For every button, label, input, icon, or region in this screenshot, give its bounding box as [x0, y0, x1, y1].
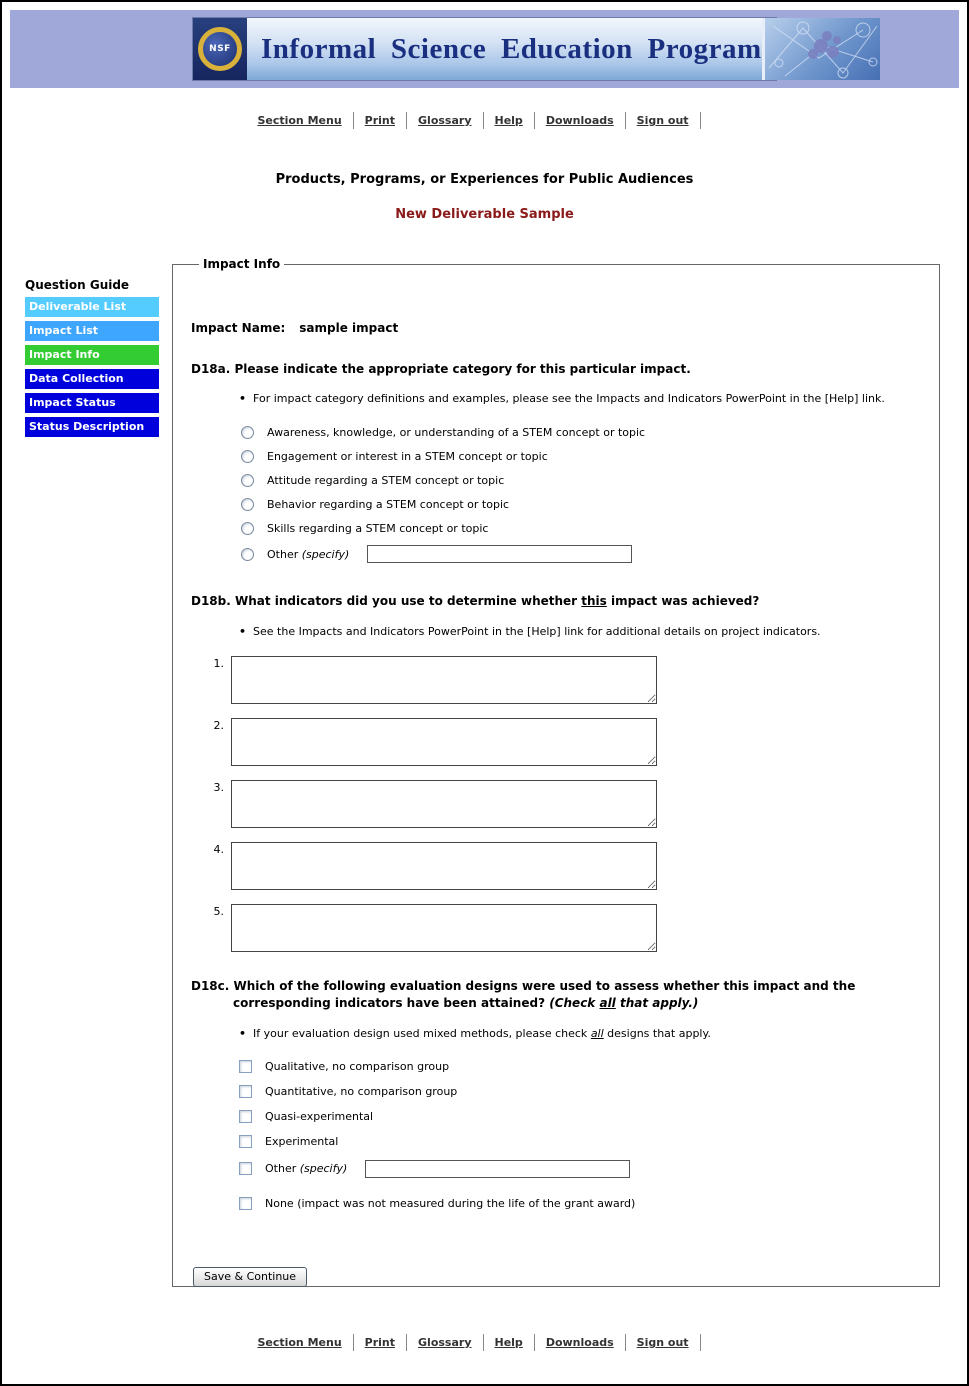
impact-category-radio-skills[interactable]: [241, 522, 254, 535]
impact-category-radio-behavior[interactable]: [241, 498, 254, 511]
other-option-label: [265, 1162, 347, 1175]
footer-link-glossary[interactable]: Glossary: [418, 1336, 472, 1349]
nav-separator: [353, 112, 354, 129]
footer-link-print[interactable]: Print: [364, 1336, 396, 1349]
indicator-row: [203, 780, 921, 828]
top-nav: [2, 112, 967, 129]
d18c-note-pre: If your evaluation design used mixed methods, please check: [253, 1026, 591, 1040]
nav-link-glossary[interactable]: Glossary: [418, 114, 472, 127]
d18c-italic-post: that apply.): [615, 996, 699, 1011]
impact-category-radio-attitude[interactable]: [241, 474, 254, 487]
sidebar-item-deliverable-list[interactable]: Deliverable List: [25, 297, 159, 317]
d18c-other-specify-input[interactable]: [365, 1160, 630, 1178]
d18c-italic-pre: (Check: [549, 996, 600, 1011]
checkbox-option-row-none[interactable]: [239, 1197, 921, 1211]
footer-link-sign-out[interactable]: Sign out: [636, 1336, 689, 1349]
d18c-question-italic: [549, 996, 698, 1010]
design-checkbox-quasi-experimental[interactable]: [239, 1110, 252, 1123]
banner-title: Informal Science Education Program: [247, 18, 762, 80]
other-label-specify: (specify): [299, 1162, 348, 1176]
sidebar-item-status-description[interactable]: Status Description: [25, 417, 159, 437]
other-label-text: Other: [267, 547, 302, 561]
d18b-question-post: impact was achieved?: [606, 594, 760, 609]
question-guide-sidebar: [25, 278, 159, 441]
other-label-specify: (specify): [301, 547, 350, 561]
nsf-logo: NSF: [198, 27, 242, 71]
indicator-textarea-5[interactable]: [231, 904, 657, 952]
radio-option-row[interactable]: [241, 425, 921, 439]
indicator-row: [203, 842, 921, 890]
design-checkbox-quantitative[interactable]: [239, 1085, 252, 1098]
radio-option-row[interactable]: [241, 473, 921, 487]
nav-link-downloads[interactable]: Downloads: [545, 114, 614, 127]
sidebar-item-impact-info[interactable]: Impact Info: [25, 345, 159, 365]
molecule-network-art-icon: [762, 18, 880, 80]
d18c-options: [239, 1060, 921, 1211]
design-checkbox-experimental[interactable]: [239, 1135, 252, 1148]
checkbox-option-row[interactable]: [239, 1135, 921, 1149]
d18b-question-underlined-word: this: [581, 594, 607, 609]
indicator-textarea-1[interactable]: [231, 656, 657, 704]
other-option-label: [267, 548, 349, 561]
indicator-textarea-4[interactable]: [231, 842, 657, 890]
nav-link-section-menu[interactable]: Section Menu: [257, 114, 342, 127]
indicator-textarea-3[interactable]: [231, 780, 657, 828]
indicator-number: 3.: [213, 780, 224, 794]
nav-link-print[interactable]: Print: [364, 114, 396, 127]
radio-option-row[interactable]: [241, 449, 921, 463]
radio-option-label: Awareness, knowledge, or understanding of a STEM concept or topic: [267, 425, 646, 439]
nav-separator: [406, 1334, 407, 1351]
radio-option-label: Attitude regarding a STEM concept or topic: [267, 473, 505, 487]
indicator-list: [203, 656, 921, 952]
impact-info-fieldset: [172, 257, 940, 1287]
nav-separator: [534, 112, 535, 129]
nav-separator: [406, 112, 407, 129]
sidebar-item-data-collection[interactable]: Data Collection: [25, 369, 159, 389]
d18c-note-post: designs that apply.: [603, 1026, 711, 1040]
checkbox-option-row-other: [239, 1160, 921, 1178]
radio-option-row[interactable]: [241, 521, 921, 535]
nav-link-sign-out[interactable]: Sign out: [636, 114, 689, 127]
checkbox-option-label: Experimental: [265, 1135, 339, 1149]
question-d18b: [191, 593, 921, 610]
checkbox-option-label: Qualitative, no comparison group: [265, 1060, 450, 1074]
d18c-note: [239, 1027, 921, 1040]
bullet-icon: •: [239, 1026, 247, 1040]
d18a-note-text: For impact category definitions and examples, please see the Impacts and Indicators PowerPoint in the [Help] link.: [253, 392, 885, 406]
fieldset-legend: Impact Info: [203, 257, 281, 271]
indicator-number: 4.: [213, 842, 224, 856]
footer-link-help[interactable]: Help: [494, 1336, 523, 1349]
d18c-note-underlined-word: all: [590, 1026, 604, 1040]
sidebar-heading: Question Guide: [25, 278, 130, 292]
nav-link-help[interactable]: Help: [494, 114, 523, 127]
indicator-number: 5.: [213, 904, 224, 918]
impact-name-value: sample impact: [299, 321, 399, 335]
impact-name-label: Impact Name:: [191, 321, 286, 335]
bullet-icon: •: [239, 392, 247, 406]
checkbox-option-label: Quantitative, no comparison group: [265, 1085, 458, 1099]
indicator-row: [203, 904, 921, 952]
radio-option-row-other: [241, 545, 921, 563]
indicator-row: [203, 718, 921, 766]
radio-option-label: Behavior regarding a STEM concept or topic: [267, 497, 510, 511]
nav-separator: [534, 1334, 535, 1351]
question-d18c: [191, 978, 859, 1013]
sidebar-item-impact-list[interactable]: Impact List: [25, 321, 159, 341]
banner-band: [10, 10, 959, 88]
impact-category-radio-awareness[interactable]: [241, 426, 254, 439]
other-label-text: Other: [265, 1162, 300, 1176]
d18c-question-text: D18c. Which of the following evaluation designs were used to assess whether this impact and the corresponding indicators have been attained?: [191, 978, 856, 1011]
indicator-number: 1.: [213, 656, 224, 670]
main-content: [172, 257, 940, 1287]
program-banner: [192, 17, 777, 81]
radio-option-row[interactable]: [241, 497, 921, 511]
d18a-other-specify-input[interactable]: [367, 545, 632, 563]
d18b-question-pre: D18b. What indicators did you use to determine whether: [191, 594, 582, 609]
impact-category-radio-other[interactable]: [241, 548, 254, 561]
nav-separator: [483, 112, 484, 129]
question-d18a: D18a. Please indicate the appropriate category for this particular impact.: [191, 362, 691, 376]
checkbox-option-label: None (impact was not measured during the life of the grant award): [265, 1197, 636, 1211]
d18b-note: [239, 625, 921, 638]
page-subtitle: New Deliverable Sample: [395, 207, 574, 222]
sidebar-item-impact-status[interactable]: Impact Status: [25, 393, 159, 413]
design-checkbox-other[interactable]: [239, 1162, 252, 1175]
radio-option-label: Engagement or interest in a STEM concept or topic: [267, 449, 548, 463]
design-checkbox-qualitative[interactable]: [239, 1060, 252, 1073]
d18c-italic-underlined-word: all: [599, 996, 616, 1011]
nav-separator: [700, 112, 701, 129]
footer-link-downloads[interactable]: Downloads: [545, 1336, 614, 1349]
nsf-logo-block: [193, 18, 247, 80]
nav-separator: [700, 1334, 701, 1351]
footer-link-section-menu[interactable]: Section Menu: [257, 1336, 342, 1349]
d18a-note: [239, 392, 921, 405]
impact-category-radio-engagement[interactable]: [241, 450, 254, 463]
checkbox-option-row[interactable]: [239, 1085, 921, 1099]
indicator-row: [203, 656, 921, 704]
indicator-number: 2.: [213, 718, 224, 732]
footer-nav: [2, 1334, 967, 1351]
page-title: Products, Programs, or Experiences for Public Audiences: [275, 172, 694, 187]
checkbox-option-row[interactable]: [239, 1110, 921, 1124]
nav-separator: [483, 1334, 484, 1351]
nav-separator: [353, 1334, 354, 1351]
d18a-options: [241, 425, 921, 563]
nav-separator: [625, 1334, 626, 1351]
checkbox-option-label: Quasi-experimental: [265, 1110, 374, 1124]
indicator-textarea-2[interactable]: [231, 718, 657, 766]
d18b-note-text: See the Impacts and Indicators PowerPoint in the [Help] link for additional details on project indicators.: [253, 624, 821, 638]
checkbox-option-row[interactable]: [239, 1060, 921, 1074]
radio-option-label: Skills regarding a STEM concept or topic: [267, 521, 489, 535]
impact-name-row: [191, 321, 921, 335]
design-checkbox-none[interactable]: [239, 1197, 252, 1210]
nav-separator: [625, 112, 626, 129]
bullet-icon: •: [239, 624, 247, 638]
save-continue-button[interactable]: Save & Continue: [193, 1267, 307, 1287]
